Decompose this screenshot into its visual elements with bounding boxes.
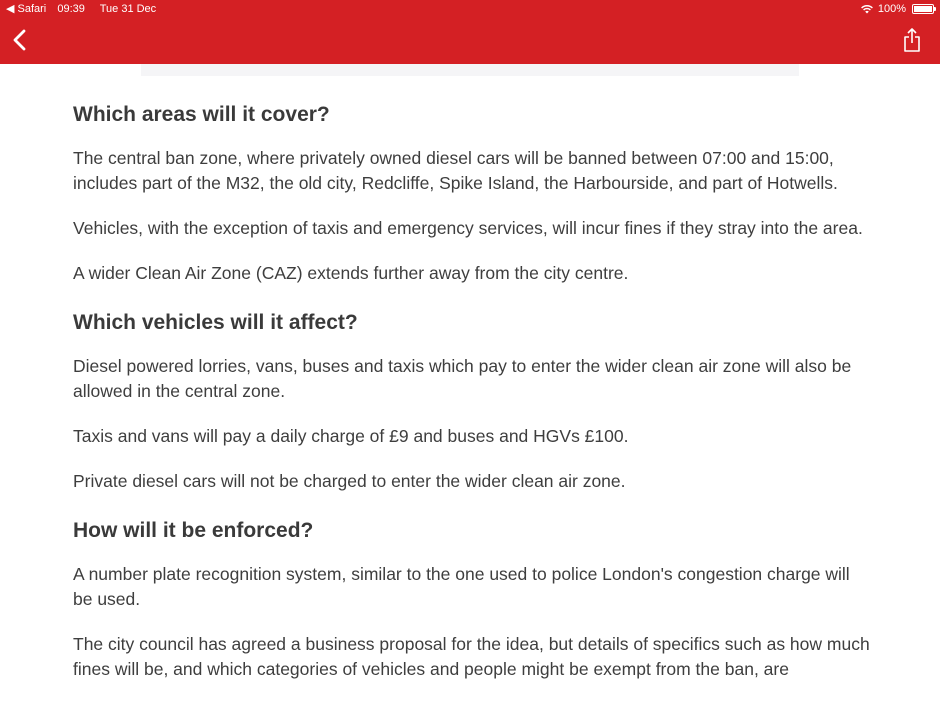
paragraph: A number plate recognition system, similar to the one used to police London's congestion charge will be used. xyxy=(73,564,850,609)
share-icon[interactable] xyxy=(900,26,924,54)
article-body xyxy=(73,98,873,702)
paragraph: Vehicles, with the exception of taxis and emergency services, will incur fines if they stray into the area. xyxy=(73,218,863,238)
paragraph: Taxis and vans will pay a daily charge of £9 and buses and HGVs £100. xyxy=(73,426,629,446)
paragraph: Diesel powered lorries, vans, buses and taxis which pay to enter the wider clean air zone will also be allowed in the central zone. xyxy=(73,356,852,401)
chevron-left-icon[interactable] xyxy=(8,26,32,54)
paragraph: The city council has agreed a business proposal for the idea, but details of specifics such as how much fines will be, and which categories of vehicles and people might be exempt from the ban, are xyxy=(73,634,870,679)
status-date: Tue 31 Dec xyxy=(99,3,157,15)
section-heading-areas: Which areas will it cover? xyxy=(73,103,330,126)
section-heading-enforcement: How will it be enforced? xyxy=(73,519,314,542)
status-time: 09:39 xyxy=(57,3,85,15)
status-bar xyxy=(0,0,940,18)
app-header xyxy=(0,0,940,64)
back-to-safari-link[interactable]: ◀ Safari xyxy=(6,3,47,15)
battery-percent: 100% xyxy=(877,3,906,15)
paragraph: The central ban zone, where privately owned diesel cars will be banned between 07:00 and 15:00, includes part of the M32, the old city, Redcliffe, Spike Island, the Harbourside, and part of Hotwells. xyxy=(73,148,838,193)
paragraph: A wider Clean Air Zone (CAZ) extends further away from the city centre. xyxy=(73,263,629,283)
wifi-icon xyxy=(860,4,874,14)
section-heading-vehicles: Which vehicles will it affect? xyxy=(73,311,358,334)
battery-icon xyxy=(912,4,934,14)
paragraph: Private diesel cars will not be charged to enter the wider clean air zone. xyxy=(73,471,626,491)
content-top-strip xyxy=(141,64,799,76)
